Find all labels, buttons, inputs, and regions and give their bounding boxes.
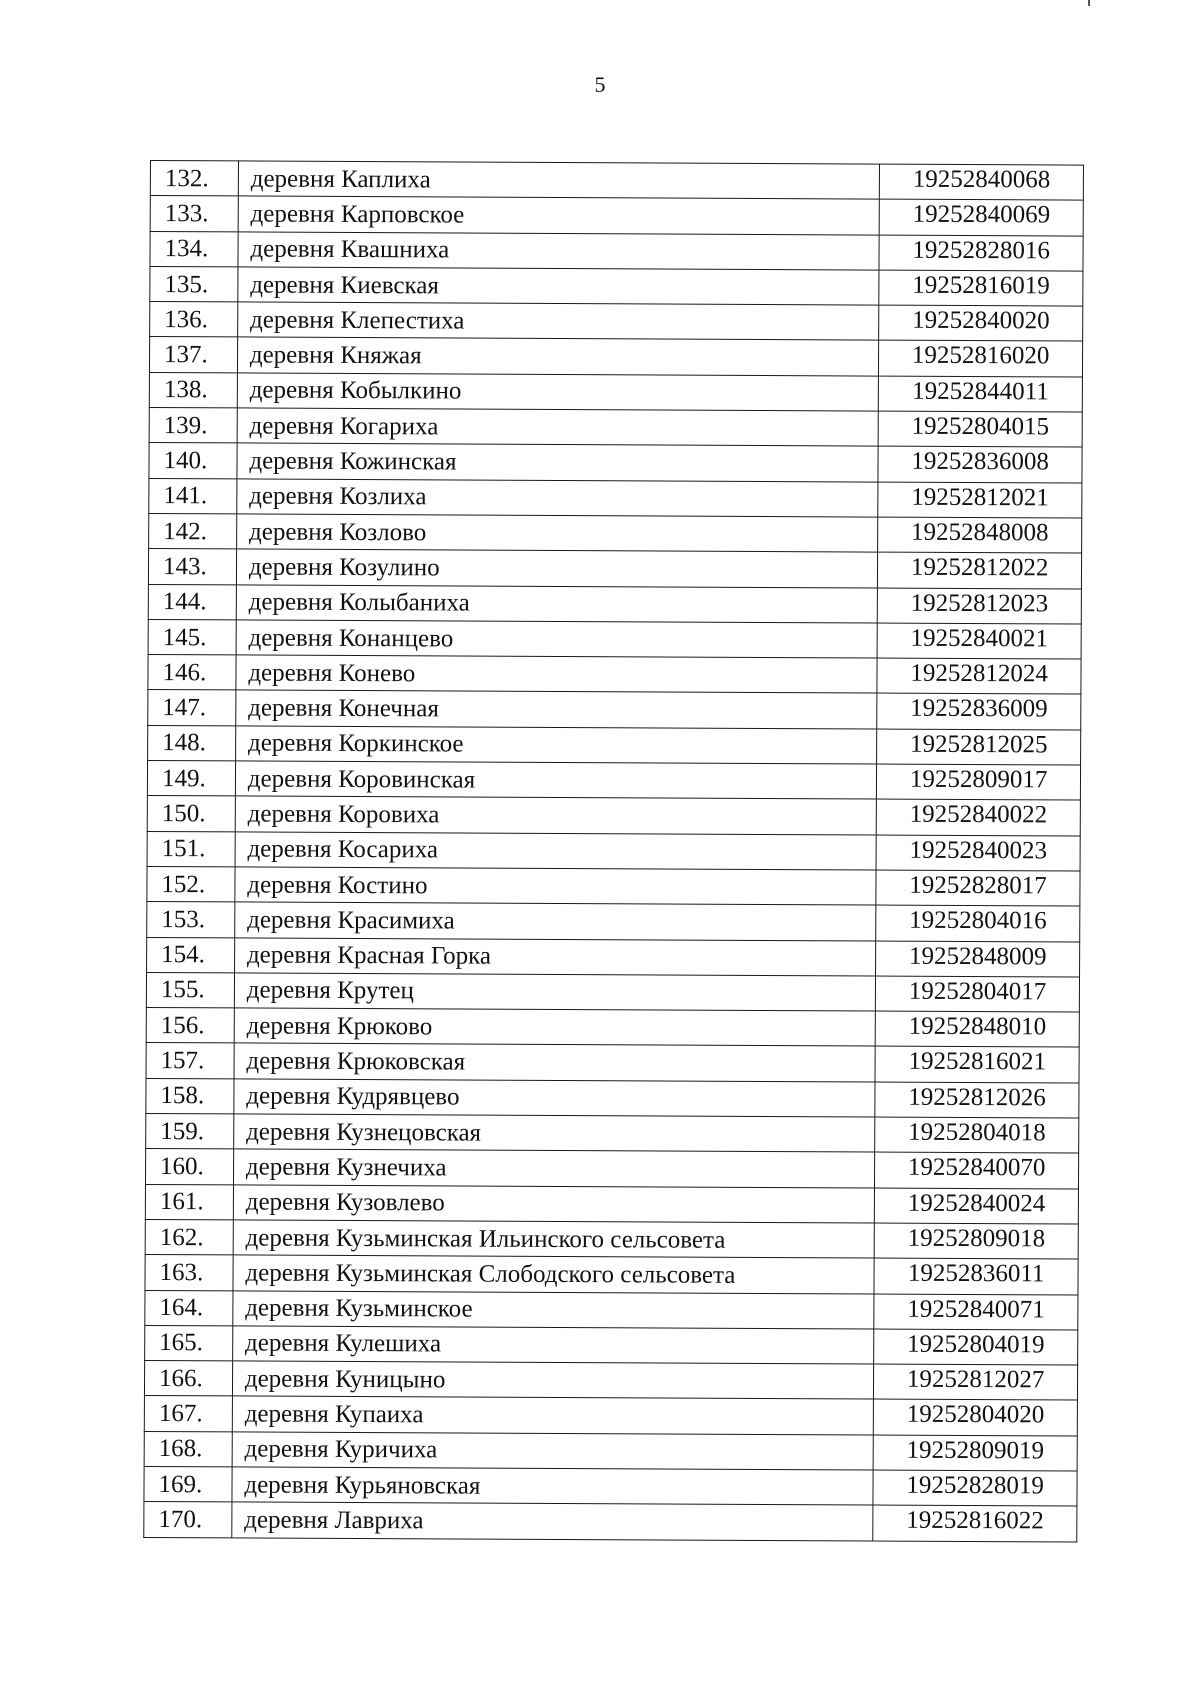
settlement-code: 19252840070	[875, 1152, 1079, 1188]
row-number: 159.	[146, 1114, 234, 1150]
settlement-code: 19252836008	[878, 446, 1082, 482]
table-row	[149, 513, 1082, 553]
row-number: 142.	[149, 513, 237, 549]
table-row	[146, 1043, 1079, 1083]
settlement-code: 19252804015	[878, 411, 1082, 447]
row-number: 132.	[150, 161, 238, 197]
row-number: 157.	[146, 1043, 234, 1079]
settlement-code: 19252840069	[879, 199, 1083, 235]
settlement-code: 19252812027	[874, 1364, 1078, 1400]
settlement-name: деревня Коровиха	[235, 796, 877, 834]
settlement-code: 19252828017	[876, 870, 1080, 906]
table-body	[144, 161, 1084, 1542]
settlement-name: деревня Квашниха	[238, 232, 880, 270]
row-number: 166.	[144, 1361, 232, 1397]
settlement-code: 19252840023	[876, 835, 1080, 871]
row-number: 144.	[148, 584, 236, 620]
table-row	[144, 1431, 1077, 1471]
row-number: 170.	[144, 1502, 232, 1538]
settlement-code: 19252812026	[875, 1082, 1079, 1118]
settlement-name: деревня Кулешиха	[232, 1326, 874, 1364]
settlement-name: деревня Лавриха	[232, 1502, 874, 1540]
settlement-code: 19252804016	[876, 905, 1080, 941]
row-number: 165.	[145, 1325, 233, 1361]
settlement-code: 19252840020	[879, 305, 1083, 341]
settlement-name: деревня Красная Горка	[234, 937, 876, 975]
settlement-code: 19252816022	[873, 1505, 1077, 1541]
settlement-code: 19252812021	[878, 482, 1082, 518]
row-number: 149.	[147, 761, 235, 797]
settlement-code: 19252816020	[879, 341, 1083, 377]
settlement-name: деревня Крюково	[234, 1008, 876, 1046]
row-number: 150.	[147, 796, 235, 832]
row-number: 138.	[149, 372, 237, 408]
table-row	[148, 690, 1081, 730]
row-number: 154.	[147, 937, 235, 973]
table-row	[145, 1149, 1078, 1189]
settlement-code: 19252848009	[876, 941, 1080, 977]
settlement-code: 19252804018	[875, 1117, 1079, 1153]
table-row	[150, 302, 1083, 342]
row-number: 145.	[148, 619, 236, 655]
row-number: 167.	[144, 1396, 232, 1432]
settlements-table	[143, 160, 1084, 1542]
settlement-code: 19252840021	[877, 623, 1081, 659]
row-number: 146.	[148, 655, 236, 691]
settlement-name: деревня Крюковская	[234, 1043, 876, 1081]
settlement-name: деревня Купаиха	[232, 1396, 874, 1434]
settlement-code: 19252828019	[873, 1470, 1077, 1506]
settlement-name: деревня Киевская	[238, 267, 880, 305]
row-number: 168.	[144, 1431, 232, 1467]
settlement-code: 19252816021	[875, 1046, 1079, 1082]
row-number: 148.	[148, 725, 236, 761]
settlement-name: деревня Когариха	[237, 408, 879, 446]
row-number: 140.	[149, 443, 237, 479]
table-row	[148, 655, 1081, 695]
row-number: 137.	[149, 337, 237, 373]
settlement-name: деревня Кузнечиха	[233, 1149, 875, 1187]
settlement-code: 19252848010	[875, 1011, 1079, 1047]
settlement-name: деревня Козулино	[236, 549, 878, 587]
row-number: 153.	[147, 902, 235, 938]
settlement-name: деревня Кузнецовская	[234, 1114, 876, 1152]
row-number: 158.	[146, 1078, 234, 1114]
settlement-code: 19252809018	[874, 1223, 1078, 1259]
table-row	[149, 478, 1082, 518]
row-number: 133.	[150, 196, 238, 232]
settlement-code: 19252804017	[876, 976, 1080, 1012]
settlement-name: деревня Куницыно	[232, 1361, 874, 1399]
settlement-code: 19252840022	[876, 799, 1080, 835]
table-row	[149, 408, 1082, 448]
row-number: 169.	[144, 1466, 232, 1502]
table-row	[150, 231, 1083, 271]
settlement-name: деревня Княжая	[237, 337, 879, 375]
settlement-name: деревня Куричиха	[232, 1432, 874, 1470]
table-row	[145, 1290, 1078, 1330]
table-row	[146, 1114, 1079, 1154]
row-number: 155.	[146, 972, 234, 1008]
table-row	[144, 1466, 1077, 1506]
row-number: 164.	[145, 1290, 233, 1326]
table-row	[145, 1255, 1078, 1295]
settlement-name: деревня Кожинская	[237, 443, 879, 481]
settlement-name: деревня Колыбаниха	[236, 584, 878, 622]
settlement-code: 19252836009	[877, 694, 1081, 730]
settlement-code: 19252848008	[878, 517, 1082, 553]
settlement-name: деревня Кузьминское	[233, 1290, 875, 1328]
settlement-code: 19252804020	[874, 1399, 1078, 1435]
table-row	[150, 161, 1083, 201]
table-row	[149, 443, 1082, 483]
table-row	[145, 1219, 1078, 1259]
settlement-name: деревня Конечная	[236, 690, 878, 728]
settlement-name: деревня Карповское	[238, 196, 880, 234]
settlement-name: деревня Конево	[236, 655, 878, 693]
row-number: 136.	[150, 302, 238, 338]
settlement-name: деревня Конанцево	[236, 620, 878, 658]
table-row	[144, 1361, 1077, 1401]
settlement-name: деревня Козлиха	[237, 479, 879, 517]
table-row	[148, 619, 1081, 659]
table-row	[147, 937, 1080, 977]
row-number: 162.	[145, 1219, 233, 1255]
row-number: 156.	[146, 1008, 234, 1044]
table-row	[144, 1502, 1077, 1542]
settlement-name: деревня Кузовлево	[233, 1185, 875, 1223]
scan-corner-mark	[1088, 0, 1090, 6]
settlement-name: деревня Кузьминская Ильинского сельсовета	[233, 1220, 875, 1258]
settlement-name: деревня Козлово	[236, 514, 878, 552]
row-number: 163.	[145, 1255, 233, 1291]
row-number: 141.	[149, 478, 237, 514]
row-number: 139.	[149, 408, 237, 444]
table-row	[149, 372, 1082, 412]
table-row	[145, 1184, 1078, 1224]
settlement-name: деревня Красимиха	[235, 902, 877, 940]
settlement-code: 19252812023	[877, 588, 1081, 624]
settlement-name: деревня Кобылкино	[237, 373, 879, 411]
row-number: 134.	[150, 231, 238, 267]
settlement-code: 19252828016	[879, 235, 1083, 271]
row-number: 160.	[145, 1149, 233, 1185]
settlement-code: 19252840024	[875, 1188, 1079, 1224]
table-row	[150, 196, 1083, 236]
settlement-code: 19252804019	[874, 1329, 1078, 1365]
table-row	[145, 1325, 1078, 1365]
row-number: 143.	[148, 549, 236, 585]
settlement-name: деревня Клепестиха	[237, 302, 879, 340]
table-row	[147, 866, 1080, 906]
table-row	[147, 902, 1080, 942]
settlement-name: деревня Каплиха	[238, 161, 880, 199]
settlement-name: деревня Крутец	[234, 973, 876, 1011]
table-row	[146, 1008, 1079, 1048]
settlement-code: 19252840068	[880, 164, 1084, 200]
settlement-code: 19252816019	[879, 270, 1083, 306]
settlement-name: деревня Коркинское	[235, 726, 877, 764]
table-row	[144, 1396, 1077, 1436]
settlement-name: деревня Кудрявцево	[234, 1079, 876, 1117]
table-row	[147, 796, 1080, 836]
settlement-name: деревня Кузьминская Слободского сельсовета	[233, 1255, 875, 1293]
table-row	[146, 1078, 1079, 1118]
table-row	[148, 725, 1081, 765]
table-row	[146, 972, 1079, 1012]
settlement-code: 19252812022	[878, 552, 1082, 588]
row-number: 151.	[147, 831, 235, 867]
settlement-code: 19252809019	[873, 1435, 1077, 1471]
row-number: 152.	[147, 866, 235, 902]
page-number: 5	[594, 72, 606, 97]
table-row	[149, 337, 1082, 377]
settlement-code: 19252809017	[877, 764, 1081, 800]
settlement-name: деревня Косариха	[235, 832, 877, 870]
table-row	[147, 831, 1080, 871]
settlement-name: деревня Костино	[235, 867, 877, 905]
table-row	[147, 761, 1080, 801]
row-number: 147.	[148, 690, 236, 726]
settlement-code: 19252812025	[877, 729, 1081, 765]
table-row	[148, 549, 1081, 589]
row-number: 135.	[150, 266, 238, 302]
settlement-name: деревня Коровинская	[235, 761, 877, 799]
settlement-code: 19252840071	[874, 1294, 1078, 1330]
settlement-code: 19252844011	[879, 376, 1083, 412]
settlement-code: 19252812024	[877, 658, 1081, 694]
row-number: 161.	[145, 1184, 233, 1220]
settlement-name: деревня Курьяновская	[232, 1467, 874, 1505]
settlement-code: 19252836011	[874, 1258, 1078, 1294]
table-row	[150, 266, 1083, 306]
table-row	[148, 584, 1081, 624]
